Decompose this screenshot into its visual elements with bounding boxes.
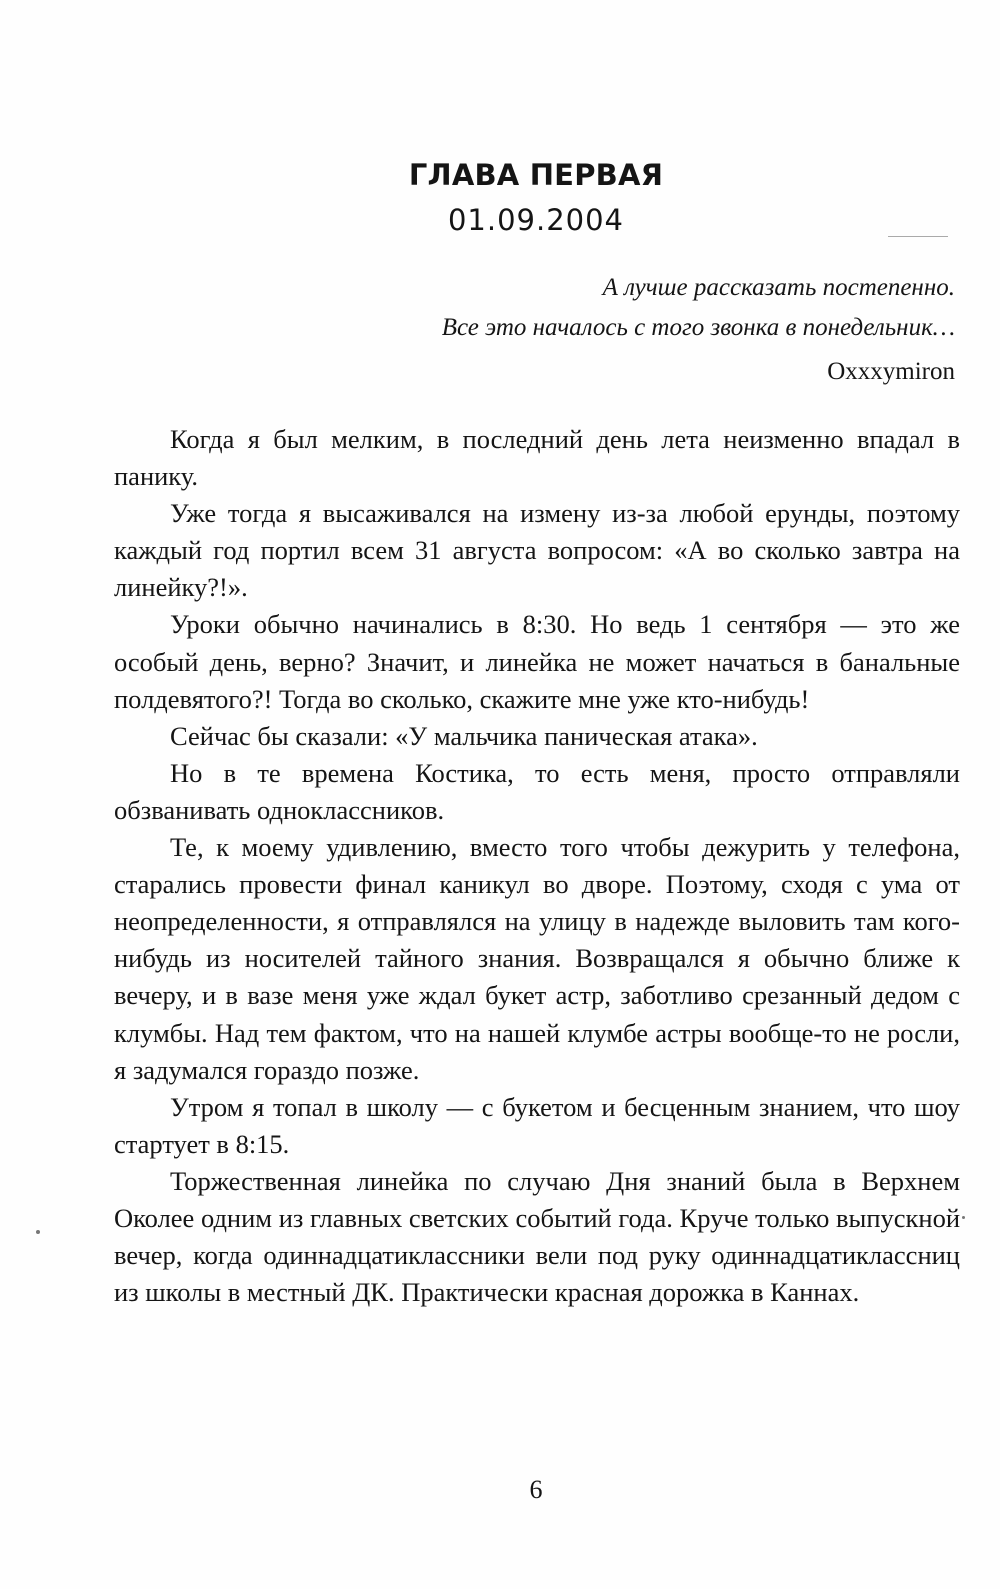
paragraph: Но в те времена Костика, то есть меня, просто отправляли обзванивать одноклассников. <box>114 757 960 825</box>
chapter-date: 01.09.2004 <box>447 203 625 237</box>
paragraph: Уроки обычно начинались в 8:30. Но ведь 1 сентября — это же особый день, верно? Значит, и линейка не может начаться в банальные полдевятого?! Тогда во сколько, скажите мне уже кто-нибудь! <box>114 609 960 714</box>
paragraph: Те, к моему удивлению, вместо того чтобы дежурить у телефона, старались провести финал каникул во дворе. Поэтому, сходя с ума от неопределенности, я отправлялся на улицу в надежде выловить там кого-нибудь из носителей тайного знания. Возвращался я обычно ближе к вечеру, и в вазе меня уже ждал букет астр, заботливо срезанный дедом с клумбы. Над тем фактом, что на нашей клумбе астры вообще-то не росли, я задумался гораздо позже. <box>114 832 960 1085</box>
epigraph-line: А лучше рассказать постепенно. <box>602 274 955 301</box>
scan-speck <box>962 1216 965 1219</box>
paragraph: Сейчас бы сказали: «У мальчика паническая атака». <box>170 720 758 751</box>
paragraph: Уже тогда я высаживался на измену из-за любой ерунды, поэтому каждый год портил всем 31 августа вопросом: «А во сколько завтра на линейку?!». <box>114 498 960 603</box>
paragraph: Когда я был мелким, в последний день лета неизменно впадал в панику. <box>114 424 960 492</box>
scan-speck <box>36 1230 40 1234</box>
epigraph-line: Все это началось с того звонка в понедельник… <box>441 314 955 341</box>
page-number: 6 <box>529 1475 543 1504</box>
chapter-title: ГЛАВА ПЕРВАЯ <box>408 158 664 192</box>
epigraph <box>315 268 955 392</box>
scan-speck <box>888 236 948 237</box>
paragraph: Утром я топал в школу — с букетом и бесценным знанием, что шоу стартует в 8:15. <box>114 1091 960 1159</box>
epigraph-author: Oxxxymiron <box>827 358 955 385</box>
paragraph: Торжественная линейка по случаю Дня знаний была в Верхнем Околее одним из главных светских событий года. Круче только выпускной вечер, когда одиннадцатиклассники вели под руку одиннадцатиклассниц из школы в местный ДК. Практически красная дорожка в Каннах. <box>114 1165 960 1308</box>
body-text <box>114 421 960 1311</box>
